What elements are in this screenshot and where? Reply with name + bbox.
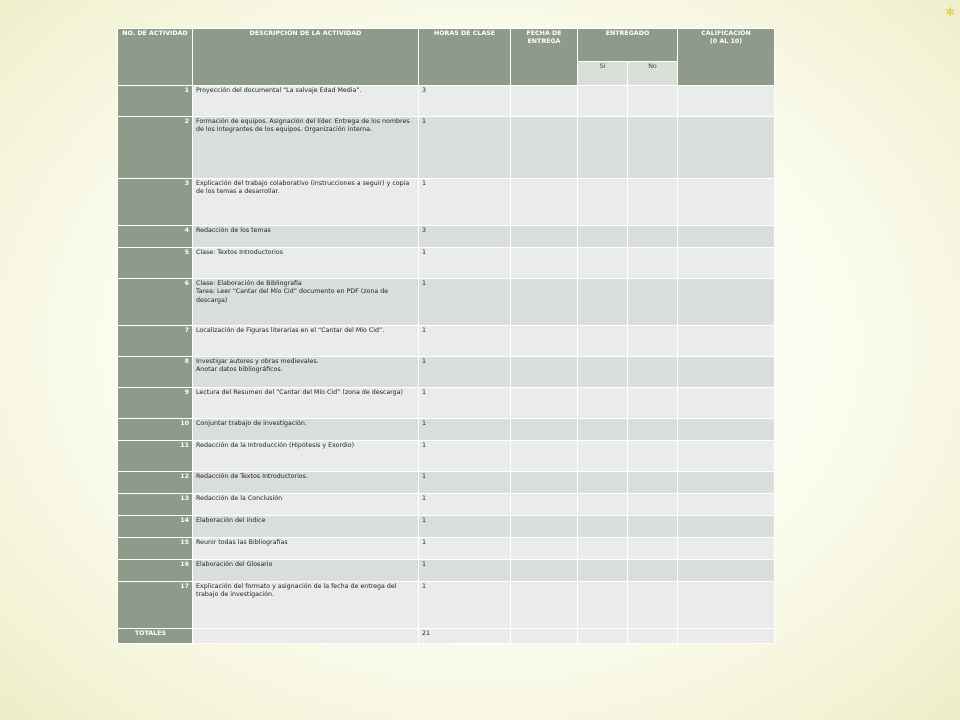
table-row — [118, 248, 775, 279]
due-date-cell — [511, 560, 578, 582]
activity-description: Investigar autores y obras medievales. Anotar datos bibliográficos. — [193, 357, 419, 388]
delivered-no-cell — [628, 357, 678, 388]
activity-description: Clase: Textos Introductorios — [193, 248, 419, 279]
due-date-cell — [511, 494, 578, 516]
delivered-no-cell — [628, 419, 678, 441]
due-date-cell — [511, 538, 578, 560]
delivered-no-cell — [628, 86, 678, 117]
activity-description: Reunir todas las Bibliografías — [193, 538, 419, 560]
delivered-yes-cell — [578, 326, 628, 357]
table-row — [118, 279, 775, 326]
due-date-cell — [511, 117, 578, 179]
activity-hours: 1 — [419, 472, 511, 494]
header-grade-line2: (0 AL 10) — [709, 37, 743, 45]
delivered-no-cell — [628, 248, 678, 279]
grade-cell — [678, 179, 775, 226]
activity-description: Redacción de la Conclusión — [193, 494, 419, 516]
activity-description: Clase: Elaboración de Bibliografía Tarea: Leer “Cantar del Mío Cid” documento en PDF (zona de descarga) — [193, 279, 419, 326]
totals-desc-cell — [193, 629, 419, 644]
table-row — [118, 441, 775, 472]
activity-hours: 1 — [419, 538, 511, 560]
activity-description: Localización de Figuras literarias en el “Cantar del Mío Cid”. — [193, 326, 419, 357]
grade-cell — [678, 248, 775, 279]
table-row — [118, 86, 775, 117]
activity-description: Redacción de los temas — [193, 226, 419, 248]
activity-hours: 1 — [419, 179, 511, 226]
due-date-cell — [511, 516, 578, 538]
delivered-yes-cell — [578, 472, 628, 494]
activity-number: 1 — [118, 86, 193, 117]
due-date-cell — [511, 326, 578, 357]
table-row — [118, 388, 775, 419]
delivered-no-cell — [628, 538, 678, 560]
grade-cell — [678, 494, 775, 516]
activity-number: 15 — [118, 538, 193, 560]
activity-description: Explicación del trabajo colaborativo (instrucciones a seguir) y copia de los temas a desarrollar. — [193, 179, 419, 226]
activity-hours: 1 — [419, 326, 511, 357]
activity-number: 11 — [118, 441, 193, 472]
grade-cell — [678, 226, 775, 248]
delivered-yes-cell — [578, 248, 628, 279]
activity-description: Elaboración del índice — [193, 516, 419, 538]
delivered-yes-cell — [578, 179, 628, 226]
grade-cell — [678, 388, 775, 419]
delivered-yes-cell — [578, 582, 628, 629]
grade-cell — [678, 538, 775, 560]
activity-hours: 1 — [419, 419, 511, 441]
delivered-yes-cell — [578, 419, 628, 441]
activity-hours: 1 — [419, 441, 511, 472]
activity-hours: 1 — [419, 279, 511, 326]
delivered-no-cell — [628, 226, 678, 248]
delivered-no-cell — [628, 560, 678, 582]
table-row — [118, 179, 775, 226]
header-grade — [678, 29, 775, 86]
delivered-no-cell — [628, 441, 678, 472]
grade-cell — [678, 86, 775, 117]
activity-hours: 1 — [419, 388, 511, 419]
table-row — [118, 326, 775, 357]
due-date-cell — [511, 419, 578, 441]
grade-cell — [678, 419, 775, 441]
grade-cell — [678, 516, 775, 538]
delivered-yes-cell — [578, 538, 628, 560]
activity-number: 14 — [118, 516, 193, 538]
activity-description: Proyección del documental “La salvaje Edad Media”. — [193, 86, 419, 117]
grade-cell — [678, 326, 775, 357]
activity-plan-table — [117, 28, 775, 644]
table-row — [118, 516, 775, 538]
grade-cell — [678, 279, 775, 326]
activity-hours: 1 — [419, 516, 511, 538]
table-row — [118, 538, 775, 560]
grade-cell — [678, 560, 775, 582]
due-date-cell — [511, 472, 578, 494]
header-class-hours: HORAS DE CLASE — [419, 29, 511, 86]
header-delivered-yes: Sí — [578, 62, 628, 86]
due-date-cell — [511, 388, 578, 419]
activity-number: 10 — [118, 419, 193, 441]
activity-description: Elaboración del Glosario — [193, 560, 419, 582]
activity-description: Formación de equipos. Asignación del líder. Entrega de los nombres de los integrantes de los equipos. Organización interna. — [193, 117, 419, 179]
activity-description: Explicación del formato y asignación de la fecha de entrega del trabajo de investigación. — [193, 582, 419, 629]
totals-grade-cell — [678, 629, 775, 644]
activity-number: 9 — [118, 388, 193, 419]
grade-cell — [678, 357, 775, 388]
delivered-yes-cell — [578, 117, 628, 179]
activity-number: 8 — [118, 357, 193, 388]
delivered-yes-cell — [578, 441, 628, 472]
activity-number: 16 — [118, 560, 193, 582]
totals-row — [118, 629, 775, 644]
table-header-row — [118, 29, 775, 62]
due-date-cell — [511, 441, 578, 472]
activity-hours: 1 — [419, 248, 511, 279]
delivered-no-cell — [628, 279, 678, 326]
activity-description: Conjuntar trabajo de investigación. — [193, 419, 419, 441]
delivered-yes-cell — [578, 357, 628, 388]
grade-cell — [678, 441, 775, 472]
due-date-cell — [511, 86, 578, 117]
header-grade-line1: CALIFICACIÓN — [701, 30, 751, 37]
grade-cell — [678, 582, 775, 629]
grade-cell — [678, 472, 775, 494]
activity-hours: 3 — [419, 86, 511, 117]
header-activity-description: DESCRIPCIÓN DE LA ACTIVIDAD — [193, 29, 419, 86]
totals-hours: 21 — [419, 629, 511, 644]
table-row — [118, 560, 775, 582]
totals-date-cell — [511, 629, 578, 644]
header-delivered: ENTREGADO — [578, 29, 678, 62]
header-due-date: FECHA DE ENTREGA — [511, 29, 578, 86]
delivered-yes-cell — [578, 226, 628, 248]
activity-hours: 1 — [419, 560, 511, 582]
activity-description: Redacción de Textos Introductorios. — [193, 472, 419, 494]
grade-cell — [678, 117, 775, 179]
activity-number: 2 — [118, 117, 193, 179]
due-date-cell — [511, 226, 578, 248]
delivered-yes-cell — [578, 279, 628, 326]
activity-number: 3 — [118, 179, 193, 226]
delivered-no-cell — [628, 326, 678, 357]
table-row — [118, 117, 775, 179]
delivered-no-cell — [628, 582, 678, 629]
activity-description: Lectura del Resumen del “Cantar del Mío Cid” (zona de descarga) — [193, 388, 419, 419]
activity-number: 5 — [118, 248, 193, 279]
totals-label: TOTALES — [118, 629, 193, 644]
delivered-yes-cell — [578, 388, 628, 419]
table-row — [118, 582, 775, 629]
star-bullet-icon: ✱ — [945, 5, 956, 19]
totals-yes-cell — [578, 629, 628, 644]
header-delivered-no: No — [628, 62, 678, 86]
activity-description: Redacción de la Introducción (Hipótesis y Exordio) — [193, 441, 419, 472]
activity-number: 12 — [118, 472, 193, 494]
header-activity-number: NO. DE ACTIVIDAD — [118, 29, 193, 86]
activity-hours: 1 — [419, 494, 511, 516]
due-date-cell — [511, 248, 578, 279]
activity-number: 4 — [118, 226, 193, 248]
delivered-yes-cell — [578, 86, 628, 117]
delivered-no-cell — [628, 472, 678, 494]
table-row — [118, 472, 775, 494]
activity-hours: 1 — [419, 117, 511, 179]
activity-hours: 1 — [419, 582, 511, 629]
activity-number: 17 — [118, 582, 193, 629]
delivered-yes-cell — [578, 494, 628, 516]
due-date-cell — [511, 279, 578, 326]
activity-number: 13 — [118, 494, 193, 516]
delivered-no-cell — [628, 516, 678, 538]
due-date-cell — [511, 357, 578, 388]
activity-hours: 3 — [419, 226, 511, 248]
delivered-no-cell — [628, 179, 678, 226]
totals-no-cell — [628, 629, 678, 644]
delivered-no-cell — [628, 117, 678, 179]
due-date-cell — [511, 582, 578, 629]
activity-hours: 1 — [419, 357, 511, 388]
delivered-no-cell — [628, 494, 678, 516]
table-row — [118, 357, 775, 388]
table-row — [118, 419, 775, 441]
table-row — [118, 494, 775, 516]
activity-number: 7 — [118, 326, 193, 357]
delivered-yes-cell — [578, 560, 628, 582]
activity-number: 6 — [118, 279, 193, 326]
delivered-no-cell — [628, 388, 678, 419]
table-row — [118, 226, 775, 248]
due-date-cell — [511, 179, 578, 226]
delivered-yes-cell — [578, 516, 628, 538]
